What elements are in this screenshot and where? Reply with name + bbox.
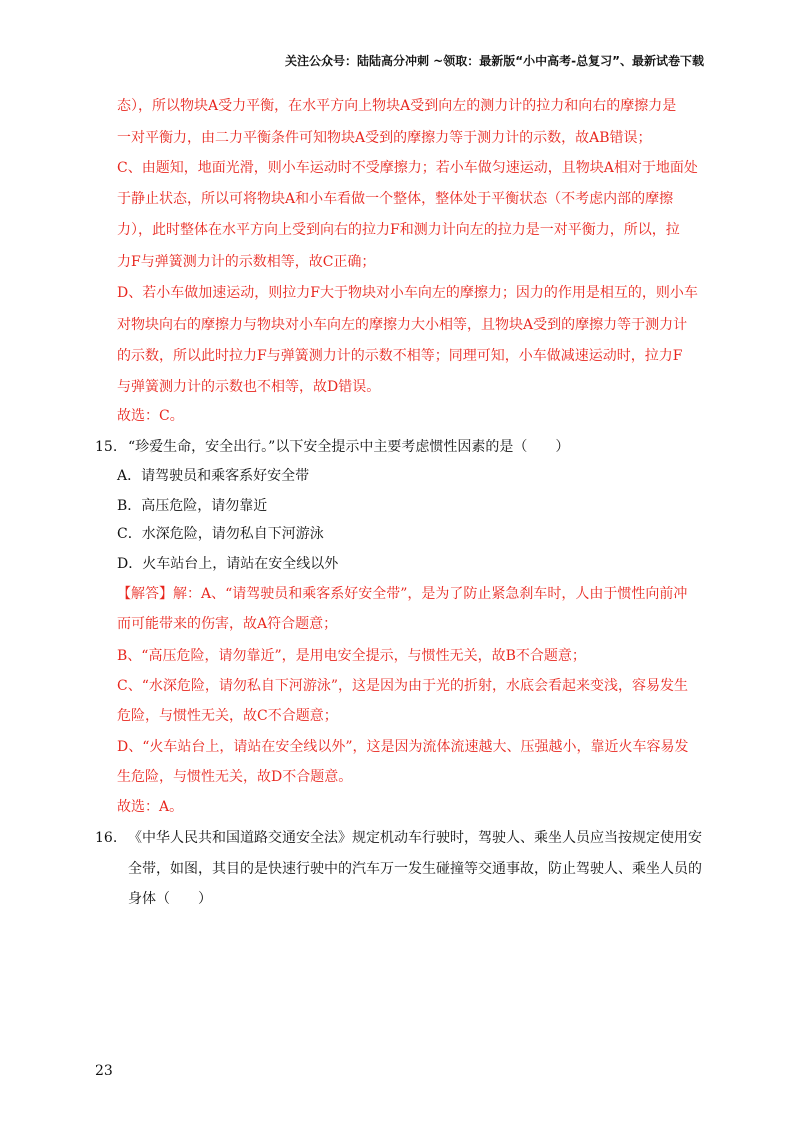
solution-line xyxy=(117,584,687,604)
prev-solution-line: 态），所以物块A受力平衡，在水平方向上物块A受到向左的测力计的拉力和向右的摩擦力是 xyxy=(117,98,677,114)
solution-option-c: 危险，与惯性无关，故C不合题意； xyxy=(117,708,338,724)
prev-solution-option-d: 对物块向右的摩擦力与物块对小车向左的摩擦力大小相等，且物块A受到的摩擦力等于测力计 xyxy=(117,317,688,333)
prev-solution-option-c: 力F与弹簧测力计的示数相等，故C正确； xyxy=(117,254,376,270)
option-b: B．高压危险，请勿靠近 xyxy=(117,498,268,514)
prev-solution-answer: 故选：C。 xyxy=(117,408,184,424)
solution-line: 而可能带来的伤害，故A符合题意； xyxy=(117,616,338,632)
question-stem: 全带，如图，其目的是快速行驶中的汽车万一发生碰撞等交通事故，防止驾驶人、乘坐人员的 xyxy=(128,861,702,877)
page-header: 关注公众号：陆陆高分冲刺 ~领取：最新版“小中高考-总复习”、最新试卷下载 xyxy=(285,54,704,68)
question-number: 15. xyxy=(95,439,118,455)
prev-solution-option-d: 的示数，所以此时拉力F与弹簧测力计的示数不相等；同理可知，小车做减速运动时，拉力F xyxy=(117,348,683,364)
prev-solution-option-d: 与弹簧测力计的示数也不相等，故D错误。 xyxy=(117,379,381,395)
option-c: C．水深危险，请勿私自下河游泳 xyxy=(117,526,324,542)
solution-answer: 故选：A。 xyxy=(117,799,184,815)
page-number: 23 xyxy=(95,1063,113,1079)
solution-option-d: 生危险，与惯性无关，故D不合题意。 xyxy=(117,769,353,785)
prev-solution-option-d: D、若小车做加速运动，则拉力F大于物块对小车向左的摩擦力；因力的作用是相互的，则小车 xyxy=(117,285,698,301)
question-stem: 身体（ ） xyxy=(128,891,212,907)
solution-option-c: C、“水深危险，请勿私自下河游泳”，这是因为由于光的折射，水底会看起来变浅，容易发生 xyxy=(117,678,689,694)
prev-solution-option-c: C、由题知，地面光滑，则小车运动时不受摩擦力；若小车做匀速运动，且物块A相对于地面处 xyxy=(117,160,698,176)
option-a: A．请驾驶员和乘客系好安全带 xyxy=(117,468,310,484)
prev-solution-line: 一对平衡力，由二力平衡条件可知物块A受到的摩擦力等于测力计的示数，故AB错误； xyxy=(117,130,652,146)
question-number: 16. xyxy=(95,830,118,846)
solution-text: 解：A、“请驾驶员和乘客系好安全带”，是为了防止紧急刹车时，人由于惯性向前冲 xyxy=(173,586,688,602)
solution-tag: 【解答】 xyxy=(117,586,173,602)
question-stem: 《中华人民共和国道路交通安全法》规定机动车行驶时，驾驶人、乘坐人员应当按规定使用安 xyxy=(128,830,702,846)
prev-solution-option-c: 力），此时整体在水平方向上受到向右的拉力F和测力计向左的拉力是一对平衡力，所以，拉 xyxy=(117,222,680,238)
option-d: D．火车站台上，请站在安全线以外 xyxy=(117,556,339,572)
prev-solution-option-c: 于静止状态，所以可将物块A和小车看做一个整体，整体处于平衡状态（不考虑内部的摩擦 xyxy=(117,191,674,207)
question-stem: “珍爱生命，安全出行。”以下安全提示中主要考虑惯性因素的是（ ） xyxy=(128,439,570,455)
solution-option-d: D、“火车站台上，请站在安全线以外”，这是因为流体流速越大、压强越小，靠近火车容易发 xyxy=(117,739,689,755)
solution-option-b: B、“高压危险，请勿靠近”，是用电安全提示，与惯性无关，故B不合题意； xyxy=(117,648,586,664)
